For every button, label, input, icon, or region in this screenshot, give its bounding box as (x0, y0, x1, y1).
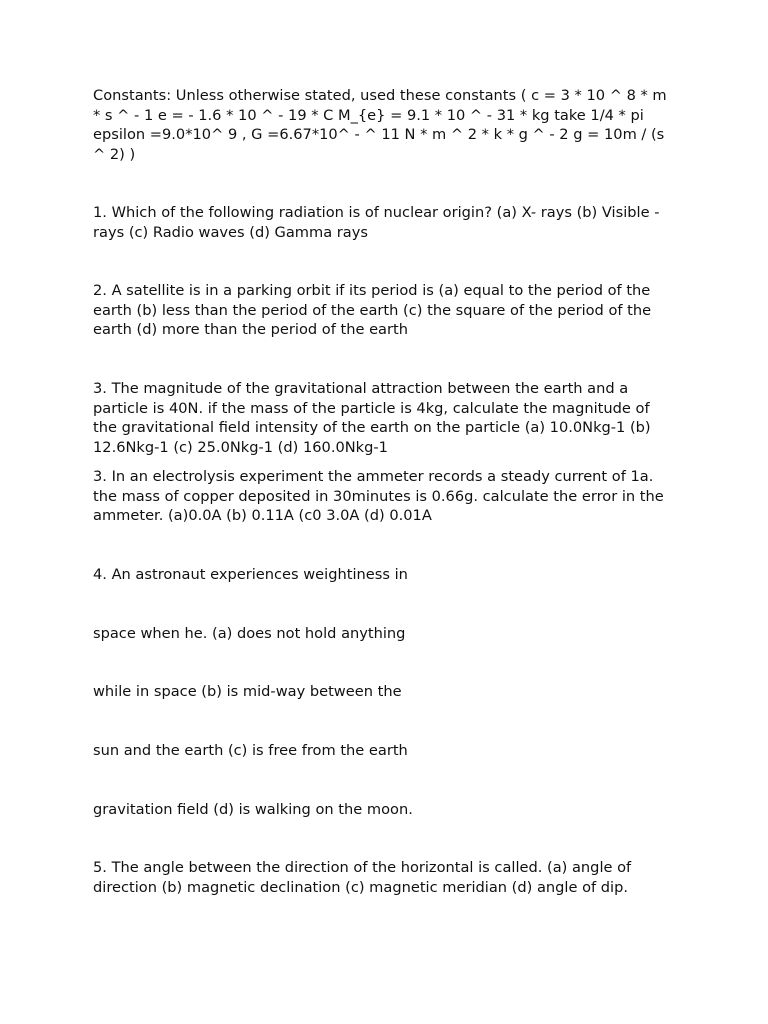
question-2: 2. A satellite is in a parking orbit if its period is (a) equal to the period of the earth (b) less than the period of the earth (c) the square of the period of the earth (d) more than the period of the earth (93, 282, 652, 339)
question-4-line: while in space (b) is mid-way between the (93, 683, 402, 700)
question-4-line: 4. An astronaut experiences weightiness in (93, 566, 408, 583)
constants-paragraph: Constants: Unless otherwise stated, used these constants ( c = 3 * 10 ^ 8 * m * s ^ - 1 e = - 1.6 * 10 ^ - 19 * C M_{e} = 9.1 * 10 ^ - 31 * kg take 1/4 * pi epsilon =9.0*10^ 9 , G =6.67*10^ - ^ 11 N * m ^ 2 * k * g ^ - 2 g = 10m / (s ^ 2) ) (93, 87, 667, 163)
question-5: 5. The angle between the direction of the horizontal is called. (a) angle of direction (b) magnetic declination (c) magnetic meridian (d) angle of dip. (93, 859, 632, 896)
question-4-line: space when he. (a) does not hold anything (93, 625, 406, 642)
question-3-electrolysis: 3. In an electrolysis experiment the ammeter records a steady current of 1a. the mass of copper deposited in 30minutes is 0.66g. calculate the error in the ammeter. (a)0.0A (b) 0.11A (c0 3.0A (d) 0.01A (93, 468, 664, 525)
question-1: 1. Which of the following radiation is of nuclear origin? (a) X- rays (b) Visible -rays (c) Radio waves (d) Gamma rays (93, 204, 660, 241)
question-3-gravitational-field: 3. The magnitude of the gravitational attraction between the earth and a particle is 40N. if the mass of the particle is 4kg, calculate the magnitude of the gravitational field intensity of the earth on the particle (a) 10.0Nkg-1 (b) 12.6Nkg-1 (c) 25.0Nkg-1 (d) 160.0Nkg-1 (93, 380, 651, 456)
question-4-line: gravitation field (d) is walking on the moon. (93, 801, 413, 818)
question-4-line: sun and the earth (c) is free from the earth (93, 742, 408, 759)
